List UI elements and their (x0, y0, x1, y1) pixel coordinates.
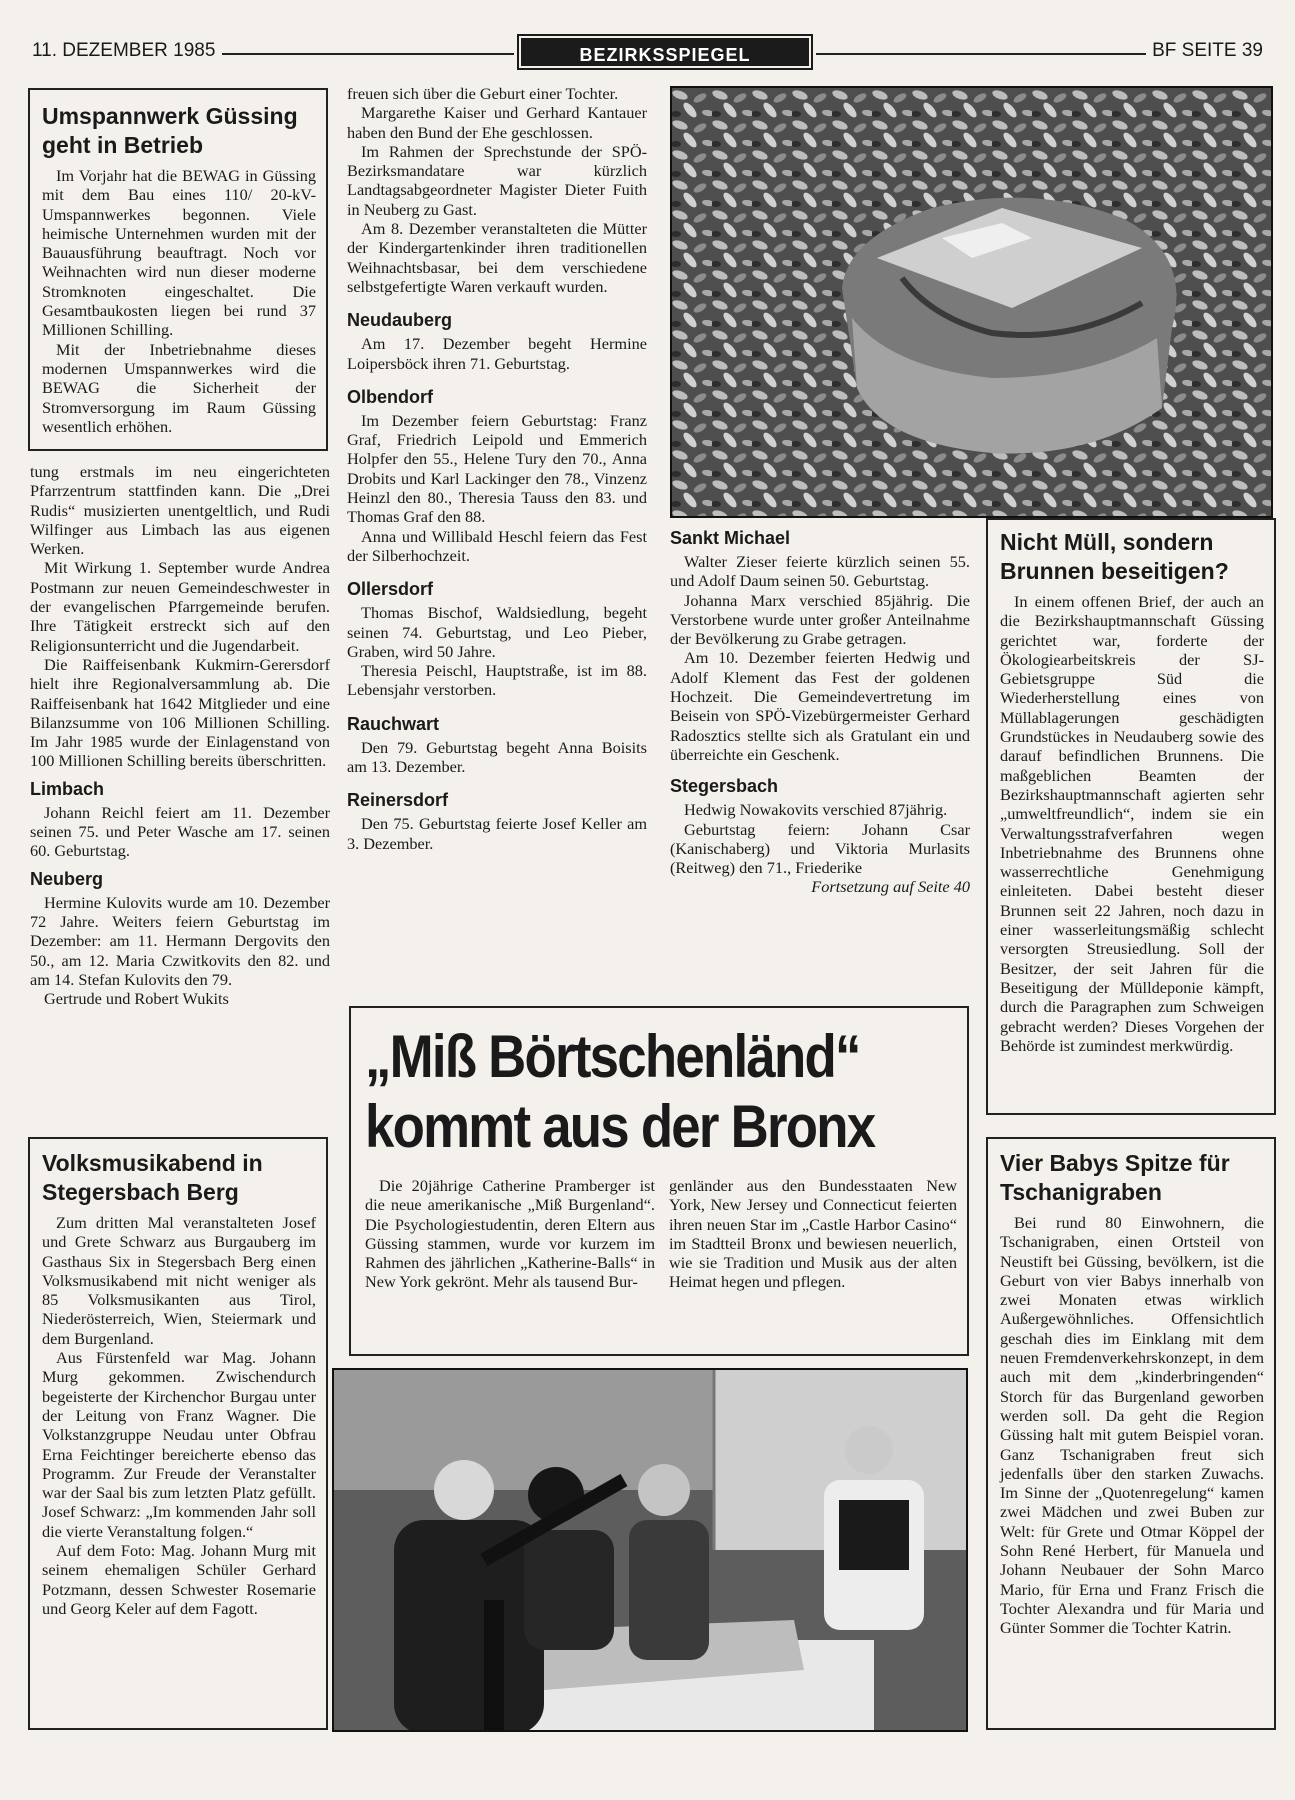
muell-paragraph: In einem offenen Brief, der auch an die Bezirkshauptmannschaft Güssing gerichtet war, forderte der Ökologiearbeitskreis der SJ-Gebietsgruppe Süd die Wiederherstellung eines von Müllablagerungen geschädigten Grundstückes in Neudauberg sowie des darauf befindlichen Brunnens. Die maßgeblichen Beamten der Bezirkshauptmannschaft agierten sehr „umweltfreundlich“, indem sie ein Verwaltungsstrafverfahren wegen Inbetriebnahme des Brunnens ohne wasserrechtliche Genehmigung einleiteten. Dabei besteht dieser Brunnen seit 22 Jahren, noch dazu in einer wasserleitungsmäßig schlecht versorgten Streusiedlung. Soll der Besitzer, der seit Jahren für die Beseitigung der Mülldeponie kämpft, durch die Paragraphen zum Schweigen gebracht werden? Dieses Vorgehen der Behörde ist zumindest merkwürdig. (1000, 592, 1264, 1055)
news-paragraph: Im Rahmen der Sprechstunde der SPÖ-Bezirksmandatare war kürzlich Landtagsabgeordneter Magister Dieter Fuith in Neuberg zu Gast. (347, 141, 647, 219)
header-rule-right (816, 53, 1146, 55)
miss-paragraph-right: genländer aus den Bundesstaaten New York, New Jersey und Connecticut feierten ihren neuen Star im „Castle Harbor Casino“ im Stadtteil Bronx und bewiesen neuerlich, wie sie Tradition und Musik aus der alten Heimat hegen und pflegen. (669, 1176, 957, 1292)
page-number: BF SEITE 39 (1152, 40, 1263, 61)
news-paragraph: Die Raiffeisenbank Kukmirn-Gerersdorf hielt ihre Regionalversammlung ab. Die Raiffeisenbank hat 1642 Mitglieder und eine Bilanzsumme von 106 Millionen Schilling. Im Jahr 1985 wurde der Einlagenstand von 100 Millionen Schilling bereits überschritten. (30, 654, 330, 771)
news-paragraph: Mit Wirkung 1. September wurde Andrea Postmann zur neuen Gemeindeschwester in der evangelischen Pfarrgemeinde berufen. Ihre Tätigkeit erstreckt sich auf den Religionsunterricht und die Jugendarbeit. (30, 558, 330, 655)
news-paragraph: Thomas Bischof, Waldsiedlung, begeht seinen 74. Geburtstag, und Leo Pieber, Graben, wird 50 Jahre. (347, 603, 647, 661)
news-paragraph: Am 10. Dezember feierten Hedwig und Adolf Klement das Fest der goldenen Hochzeit. Die Gemeindevertretung im Beisein von SPÖ-Vizebürgermeister Gerhard Radosztics stellte sich als Gratulant ein und überreichte ein Geschenk. (670, 648, 970, 764)
page-header (20, 38, 1275, 68)
volksmusik-headline: Volksmusikabend in Stegersbach Berg (42, 1150, 263, 1205)
umspannwerk-article (28, 88, 328, 451)
news-paragraph: Walter Zieser feierte kürzlich seinen 55. und Adolf Daum seinen 50. Geburtstag. (670, 552, 970, 591)
muell-headline: Nicht Müll, sondern Brunnen beseitigen? (1000, 529, 1229, 584)
volksmusik-article (28, 1137, 328, 1730)
issue-date: 11. DEZEMBER 1985 (32, 40, 216, 61)
musicians-photo-image (334, 1370, 968, 1732)
miss-headline-line1: „Miß Börtschenländ“ (365, 1023, 860, 1090)
news-paragraph: Im Dezember feiern Geburtstag: Franz Graf, Friedrich Leipold und Emmerich Holpfer den 55., Helene Tury den 70., Anna Drobits und Karl Lackinger den 78., Vinzenz Heinzl den 80., Theresia Tauss den 83. und Thomas Graf den 88. (347, 410, 647, 527)
babys-headline: Vier Babys Spitze für Tschanigraben (1000, 1150, 1230, 1205)
news-paragraph: freuen sich über die Geburt einer Tochter. (347, 84, 619, 103)
column-3-news (670, 526, 970, 897)
news-paragraph: Anna und Willibald Heschl feiern das Fest der Silberhochzeit. (347, 526, 647, 565)
news-paragraph: Den 75. Geburtstag feierte Josef Keller am 3. Dezember. (347, 814, 647, 853)
miss-article (349, 1006, 969, 1356)
well-photo (670, 86, 1273, 518)
place-heading-olbendorf: Olbendorf (347, 386, 433, 407)
news-paragraph: Johanna Marx verschied 85jährig. Die Verstorbene wurde unter großer Anteilnahme der Bevölkerung zu Grabe getragen. (670, 590, 970, 649)
place-heading-sankt-michael: Sankt Michael (670, 528, 791, 548)
place-heading-limbach: Limbach (30, 778, 105, 799)
place-heading-neuberg: Neuberg (30, 868, 104, 889)
news-paragraph: Gertrude und Robert Wukits (44, 989, 229, 1009)
musicians-photo (332, 1368, 968, 1732)
umspannwerk-paragraph: Im Vorjahr hat die BEWAG in Güssing mit dem Bau eines 110/ 20-kV-Umspannwerkes begonnen. Viele heimische Unternehmen wurden mit der Bauausführung beauftragt. Noch vor Weihnachten wird nun dieser moderne Stromknoten eingeschaltet. Die Gesamtbaukosten liegen bei rund 37 Millionen Schilling. (42, 166, 316, 340)
news-paragraph: Geburtstag feiern: Johann Csar (Kanischaberg) und Viktoria Murlasits (Reitweg) den 71., Friederike (670, 819, 970, 878)
place-heading-rauchwart: Rauchwart (347, 713, 440, 734)
column-2-news (347, 84, 647, 853)
volksmusik-paragraph: Aus Fürstenfeld war Mag. Johann Murg gekommen. Zwischendurch begeisterte der Kirchenchor Burgau unter der Leitung von Franz Wagner. Die Volkstanzgruppe Neudau unter Obfrau Erna Feichtinger bereicherte ebenso das Programm. Zur Freude der Veranstalter war der Saal bis zum letzten Platz gefüllt. Josef Schwarz: „Im kommenden Jahr soll die vierte Veranstaltung folgen.“ (42, 1348, 316, 1541)
column-1-news (30, 462, 330, 1008)
news-paragraph: Den 79. Geburtstag begeht Anna Boisits am 13. Dezember. (347, 737, 647, 777)
place-heading-reinersdorf: Reinersdorf (347, 790, 449, 811)
place-heading-ollersdorf: Ollersdorf (347, 579, 434, 600)
volksmusik-paragraph: Auf dem Foto: Mag. Johann Murg mit seinem ehemaligen Schüler Gerhard Potzmann, dessen Schwester Rosemarie und Georg Keler auf dem Fagott. (42, 1541, 316, 1618)
muell-article (986, 518, 1276, 1115)
section-banner: BEZIRKSSPIEGEL (521, 38, 809, 66)
continuation-note: Fortsetzung auf Seite 40 (811, 877, 970, 897)
well-photo-image (672, 88, 1273, 518)
umspannwerk-paragraph: Mit der Inbetriebnahme dieses modernen Umspannwerkes wird die BEWAG die Sicherheit der Stromversorgung im Raum Güssing wesentlich erhöhen. (42, 339, 316, 436)
miss-headline-line2: kommt aus der Bronx (365, 1093, 875, 1160)
news-paragraph: Am 17. Dezember begeht Hermine Loipersböck ihren 71. Geburtstag. (347, 334, 647, 373)
miss-paragraph-left: Die 20jährige Catherine Pramberger ist die neue amerikanische „Miß Burgenland“. Die Psychologiestudentin, deren Eltern aus Güssing stammen, wurde vor kurzem im Rahmen des jährlichen „Katherine-Balls“ in New York gekrönt. Mehr als tausend Bur- (365, 1176, 655, 1292)
news-paragraph: Johann Reichl feiert am 11. Dezember seinen 75. und Peter Wasche am 17. seinen 60. Geburtstag. (30, 802, 330, 861)
news-paragraph: Am 8. Dezember veranstalteten die Mütter der Kindergartenkinder ihren traditionellen Weihnachtsbasar, bei dem verschiedene selbstgefertigte Waren verkauft wurden. (347, 219, 647, 296)
header-rule-left (222, 53, 514, 55)
news-paragraph: Margarethe Kaiser und Gerhard Kantauer haben den Bund der Ehe geschlossen. (347, 103, 647, 142)
news-paragraph: Theresia Peischl, Hauptstraße, ist im 88. Lebensjahr verstorben. (347, 661, 647, 700)
place-heading-neudauberg: Neudauberg (347, 310, 453, 331)
news-paragraph: Hedwig Nowakovits verschied 87jährig. (684, 800, 948, 820)
place-heading-stegersbach: Stegersbach (670, 776, 779, 797)
umspannwerk-headline: Umspannwerk Güssing geht in Betrieb (42, 103, 298, 158)
babys-article (986, 1137, 1276, 1730)
volksmusik-paragraph: Zum dritten Mal veranstalteten Josef und Grete Schwarz aus Burgauberg im Gasthaus Six in Stegersbach Berg einen Volksmusikabend mit nicht weniger als 85 Volksmusikanten aus Tirol, Niederösterreich, Wien, Steiermark und dem Burgenland. (42, 1213, 316, 1348)
news-paragraph: tung erstmals im neu eingerichteten Pfarrzentrum stattfinden kann. Die „Drei Rudis“ musizierten unentgeltlich, und Rudi Wilfinger aus Limbach las aus eigenen Werken. (30, 462, 330, 559)
babys-paragraph: Bei rund 80 Einwohnern, die Tschanigraben, einen Ortsteil von Neustift bei Güssing, bevölkern, ist die Geburt von vier Babys innerhalb von zwei Monaten etwas wirklich Außergewöhnliches. Offensichtlich geschah dies im Einklang mit dem neuen Fremdenverkehrskonzept, in dem auch mit dem „kinderbringenden“ Storch für das Burgenland geworben werden soll. Da geht die Region Güssing halt mit gutem Beispiel voran. Ganz Tschanigraben freut sich jedenfalls über den starken Zuwachs. Im Sinne der „Quotenregelung“ kamen zwei Mädchen und zwei Buben zur Welt: für Grete und Otmar Köppel der Sohn René Herbert, für Manuela und Johann Neubauer der Sohn Marco Mario, für Erna und Franz Frisch die Tochter Alexandra und für Maria und Günter Sommer die Tochter Katrin. (1000, 1213, 1264, 1638)
news-paragraph: Hermine Kulovits wurde am 10. Dezember 72 Jahre. Weiters feiern Geburtstag im Dezember: am 11. Hermann Dergovits den 50., am 12. Maria Czwitkovits den 82. und am 14. Stefan Kulovits den 79. (30, 892, 330, 989)
